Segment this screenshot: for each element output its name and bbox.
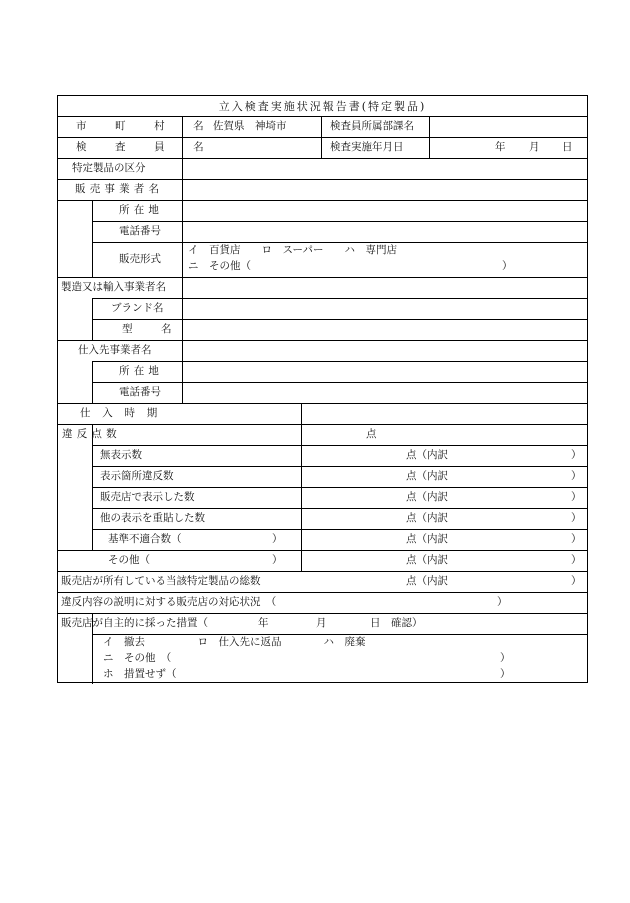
inspection-date-label: 検査実施年月日 — [330, 141, 404, 153]
brand-label: ブランド名 — [111, 302, 164, 314]
measures-none-close: ） — [500, 668, 511, 680]
sales-format-other: ニ その他（ — [188, 260, 251, 272]
violations-total-unit: 点 — [366, 428, 377, 440]
municipality-value: 佐賀県 神埼市 — [213, 120, 287, 132]
measures-label: 販売店が自主的に採った措置（ — [61, 617, 208, 629]
address-label: 所在地 — [119, 204, 164, 216]
violation-item-unit: 点（内訳 — [406, 512, 448, 524]
manufacturer-label: 製造又は輸入事業者名 — [61, 281, 166, 293]
measures-options: イ 撤去 ロ 仕入先に返品 ハ 廃棄 — [103, 636, 366, 648]
violation-item-label: 基準不適合数（ — [108, 533, 182, 545]
report-form — [57, 95, 588, 683]
sales-format-label: 販売形式 — [119, 253, 161, 265]
date-month: 月 — [529, 141, 540, 153]
violation-item-unit: 点（内訳 — [406, 491, 448, 503]
store-total-unit: 点（内訳 — [406, 575, 448, 587]
form-title: 立入検査実施状況報告書(特定製品) — [218, 100, 427, 113]
date-day: 日 — [562, 141, 573, 153]
violation-item-close: ） — [571, 512, 582, 524]
sales-format-options: イ 百貨店 ロ スーパー ハ 専門店 — [188, 244, 397, 256]
supplier-label: 仕入先事業者名 — [78, 344, 152, 356]
date-year: 年 — [495, 141, 506, 153]
violation-item-close: ） — [571, 554, 582, 566]
violation-item-close: ） — [571, 470, 582, 482]
violation-item-label-close: ） — [272, 554, 283, 566]
supplier-phone-label: 電話番号 — [119, 386, 161, 398]
seller-label: 販売事業者名 — [75, 183, 164, 195]
inspector-dept-label: 検査員所属部課名 — [330, 120, 414, 132]
product-category-label: 特定製品の区分 — [72, 162, 146, 174]
violation-item-close: ） — [571, 491, 582, 503]
measures-month: 月 — [316, 617, 327, 629]
violation-item-label-close: ） — [272, 533, 283, 545]
sales-format-close: ） — [502, 260, 513, 272]
violation-item-label: 販売店で表示した数 — [100, 491, 195, 503]
violation-item-label: 表示箇所違反数 — [100, 470, 174, 482]
violation-item-label: 他の表示を重貼した数 — [100, 512, 205, 524]
store-total-close: ） — [571, 575, 582, 587]
model-label: 型 名 — [122, 323, 185, 335]
supplier-address-label: 所在地 — [119, 365, 164, 377]
measures-none: ホ 措置せず（ — [103, 668, 177, 680]
violation-item-unit: 点（内訳 — [406, 554, 448, 566]
violation-item-label: その他（ — [108, 554, 150, 566]
store-total-label: 販売店が所有している当該特定製品の総数 — [61, 575, 261, 587]
measures-year: 年 — [258, 617, 269, 629]
violation-item-unit: 点（内訳 — [406, 470, 448, 482]
inspector-name-label: 検 査 員 名 — [76, 141, 217, 153]
measures-day-confirm: 日 確認） — [370, 617, 423, 629]
phone-label: 電話番号 — [119, 225, 161, 237]
response-close: ） — [497, 596, 508, 608]
measures-other: ニ その他 （ — [103, 652, 172, 664]
purchase-period-label: 仕 入 時 期 — [80, 407, 162, 419]
violation-item-unit: 点（内訳 — [406, 533, 448, 545]
municipality-label: 市 町 村 名 — [76, 120, 217, 132]
violation-item-close: ） — [571, 533, 582, 545]
violation-item-unit: 点（内訳 — [406, 449, 448, 461]
violation-item-label: 無表示数 — [100, 449, 142, 461]
measures-other-close: ） — [500, 652, 511, 664]
violation-item-close: ） — [571, 449, 582, 461]
response-label: 違反内容の説明に対する販売店の対応状況 （ — [61, 596, 277, 608]
violations-total-label: 違反点数 — [62, 428, 121, 440]
